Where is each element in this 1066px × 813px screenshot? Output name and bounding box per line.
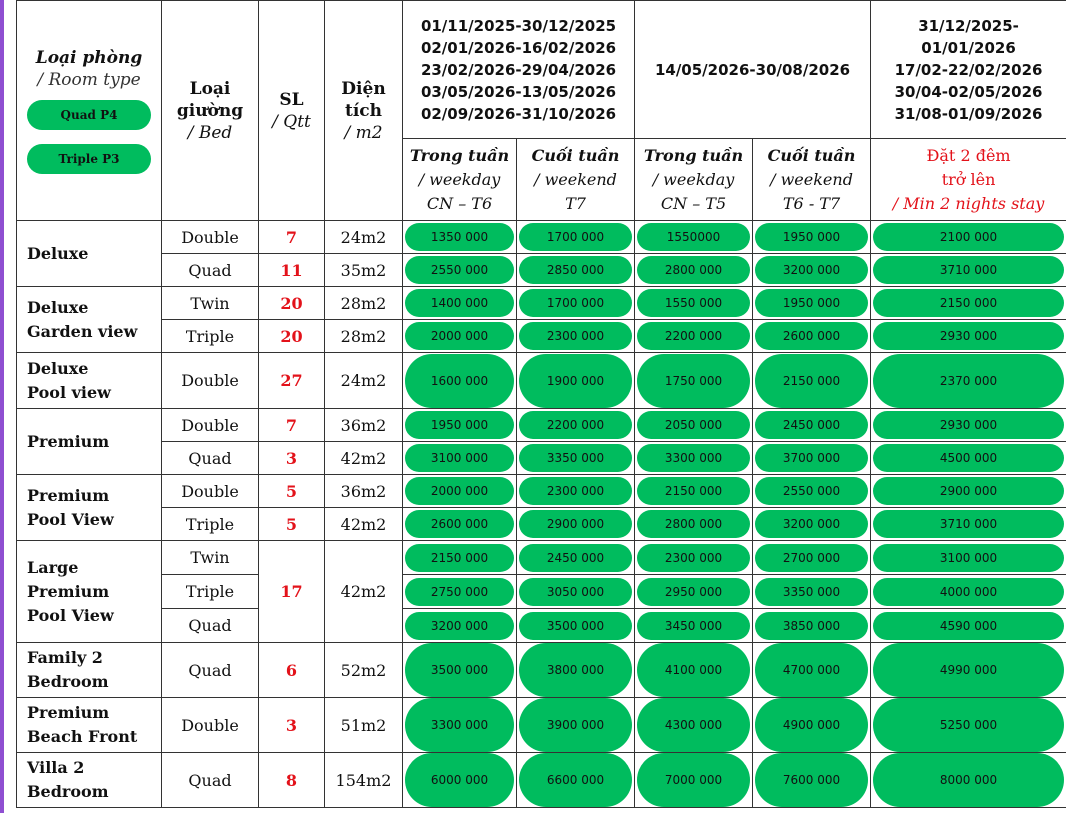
p1-weekday-header: Trong tuần / weekday CN – T6 (403, 139, 517, 221)
price-cell: 1600 000 (403, 353, 517, 409)
table-row (17, 643, 1066, 698)
price-cell: 2000 000 (403, 475, 517, 508)
room-area: 24m2 (325, 353, 403, 409)
room-quantity: 20 (259, 287, 325, 320)
room-area: 52m2 (325, 643, 403, 698)
price-cell: 2950 000 (635, 575, 753, 609)
price-cell: 3500 000 (517, 609, 635, 643)
price-cell: 2300 000 (517, 475, 635, 508)
period-2-header: 14/05/2026-30/08/2026 (635, 1, 871, 139)
table-row (17, 575, 1066, 609)
price-cell: 2900 000 (517, 508, 635, 541)
room-quantity: 3 (259, 698, 325, 753)
room-quantity: 17 (259, 541, 325, 643)
price-cell: 1700 000 (517, 287, 635, 320)
price-cell: 2800 000 (635, 254, 753, 287)
room-quantity: 3 (259, 442, 325, 475)
room-rate-table (16, 0, 1066, 808)
price-cell: 3710 000 (871, 508, 1066, 541)
price-cell: 6000 000 (403, 753, 517, 808)
table-row (17, 541, 1066, 575)
room-name-villa-2-bedroom: Villa 2 Bedroom (17, 753, 162, 808)
area-header: Diện tích / m2 (325, 1, 403, 221)
room-name-large-premium-pool: Large Premium Pool View (17, 541, 162, 643)
room-quantity: 6 (259, 643, 325, 698)
price-cell: 2850 000 (517, 254, 635, 287)
price-cell: 2150 000 (871, 287, 1066, 320)
min-stay-header: Đặt 2 đêm trở lên / Min 2 nights stay (871, 139, 1066, 221)
price-cell: 1950 000 (753, 287, 871, 320)
price-cell: 3050 000 (517, 575, 635, 609)
table-row (17, 698, 1066, 753)
price-cell: 6600 000 (517, 753, 635, 808)
price-cell: 3350 000 (517, 442, 635, 475)
room-name-deluxe: Deluxe (17, 221, 162, 287)
badge-quad-p4: Quad P4 (27, 100, 151, 130)
room-area: 154m2 (325, 753, 403, 808)
price-cell: 3100 000 (403, 442, 517, 475)
quantity-header: SL / Qtt (259, 1, 325, 221)
table-row (17, 609, 1066, 643)
price-cell: 3900 000 (517, 698, 635, 753)
price-cell: 3300 000 (635, 442, 753, 475)
room-area: 24m2 (325, 221, 403, 254)
price-cell: 8000 000 (871, 753, 1066, 808)
p1-weekend-header: Cuối tuần / weekend T7 (517, 139, 635, 221)
price-cell: 1400 000 (403, 287, 517, 320)
price-cell: 1350 000 (403, 221, 517, 254)
room-area: 42m2 (325, 508, 403, 541)
room-quantity: 5 (259, 475, 325, 508)
room-type-label-en: / Room type (37, 70, 141, 90)
price-cell: 5250 000 (871, 698, 1066, 753)
table-row (17, 475, 1066, 508)
bed-type: Double (162, 698, 259, 753)
room-quantity: 5 (259, 508, 325, 541)
price-cell: 4990 000 (871, 643, 1066, 698)
price-cell: 2800 000 (635, 508, 753, 541)
table-row (17, 221, 1066, 254)
table-row (17, 320, 1066, 353)
price-cell: 3700 000 (753, 442, 871, 475)
room-quantity: 11 (259, 254, 325, 287)
price-cell: 3450 000 (635, 609, 753, 643)
price-cell: 2750 000 (403, 575, 517, 609)
period-1-header: 01/11/2025-30/12/2025 02/01/2026-16/02/2026 23/02/2026-29/04/2026 03/05/2026-13/05/2026 02/09/2026-31/10/2026 (403, 1, 635, 139)
price-cell: 3500 000 (403, 643, 517, 698)
price-cell: 2200 000 (635, 320, 753, 353)
bed-type: Double (162, 221, 259, 254)
price-cell: 3200 000 (753, 254, 871, 287)
price-cell: 2150 000 (403, 541, 517, 575)
room-name-deluxe-pool: Deluxe Pool view (17, 353, 162, 409)
price-cell: 2200 000 (517, 409, 635, 442)
price-cell: 4700 000 (753, 643, 871, 698)
price-cell: 1550 000 (635, 287, 753, 320)
price-cell: 2300 000 (635, 541, 753, 575)
bed-type: Double (162, 353, 259, 409)
bed-type: Quad (162, 643, 259, 698)
price-cell: 2100 000 (871, 221, 1066, 254)
price-cell: 2930 000 (871, 409, 1066, 442)
price-cell: 3710 000 (871, 254, 1066, 287)
price-cell: 2300 000 (517, 320, 635, 353)
price-cell: 1900 000 (517, 353, 635, 409)
bed-type: Triple (162, 508, 259, 541)
price-cell: 3300 000 (403, 698, 517, 753)
price-cell: 2150 000 (635, 475, 753, 508)
room-name-premium-beach-front: Premium Beach Front (17, 698, 162, 753)
price-cell: 2900 000 (871, 475, 1066, 508)
p2-weekday-header: Trong tuần / weekday CN – T5 (635, 139, 753, 221)
bed-type: Triple (162, 575, 259, 609)
room-quantity: 7 (259, 221, 325, 254)
table-row (17, 254, 1066, 287)
price-cell: 4500 000 (871, 442, 1066, 475)
price-cell: 2450 000 (753, 409, 871, 442)
price-cell: 4900 000 (753, 698, 871, 753)
room-area: 36m2 (325, 475, 403, 508)
bed-type: Quad (162, 254, 259, 287)
room-name-premium-pool: Premium Pool View (17, 475, 162, 541)
room-area: 35m2 (325, 254, 403, 287)
bed-type: Twin (162, 287, 259, 320)
price-cell: 3200 000 (753, 508, 871, 541)
price-cell: 2370 000 (871, 353, 1066, 409)
price-cell: 7000 000 (635, 753, 753, 808)
room-name-deluxe-garden: Deluxe Garden view (17, 287, 162, 353)
price-cell: 3200 000 (403, 609, 517, 643)
price-cell: 2550 000 (753, 475, 871, 508)
price-cell: 3800 000 (517, 643, 635, 698)
period-3-header: 31/12/2025- 01/01/2026 17/02-22/02/2026 30/04-02/05/2026 31/08-01/09/2026 (871, 1, 1066, 139)
bed-type: Quad (162, 609, 259, 643)
price-cell: 2450 000 (517, 541, 635, 575)
table-row (17, 287, 1066, 320)
price-cell: 2150 000 (753, 353, 871, 409)
price-cell: 2600 000 (403, 508, 517, 541)
room-quantity: 7 (259, 409, 325, 442)
bed-type: Quad (162, 442, 259, 475)
price-cell: 7600 000 (753, 753, 871, 808)
left-accent-bar (0, 0, 4, 813)
bed-type: Double (162, 409, 259, 442)
price-cell: 2700 000 (753, 541, 871, 575)
price-cell: 1550000 (635, 221, 753, 254)
bed-type-header: Loại giường / Bed (162, 1, 259, 221)
room-type-label: Loại phòng (35, 48, 143, 68)
price-cell: 2050 000 (635, 409, 753, 442)
price-cell: 3350 000 (753, 575, 871, 609)
price-cell: 4590 000 (871, 609, 1066, 643)
room-area: 28m2 (325, 320, 403, 353)
room-name-family-2-bedroom: Family 2 Bedroom (17, 643, 162, 698)
table-row (17, 442, 1066, 475)
bed-type: Quad (162, 753, 259, 808)
price-cell: 4300 000 (635, 698, 753, 753)
bed-type: Twin (162, 541, 259, 575)
room-area: 28m2 (325, 287, 403, 320)
room-area: 36m2 (325, 409, 403, 442)
room-name-premium: Premium (17, 409, 162, 475)
price-cell: 2930 000 (871, 320, 1066, 353)
price-cell: 4000 000 (871, 575, 1066, 609)
price-cell: 2000 000 (403, 320, 517, 353)
room-quantity: 8 (259, 753, 325, 808)
bed-type: Triple (162, 320, 259, 353)
room-type-header (17, 1, 162, 221)
price-cell: 4100 000 (635, 643, 753, 698)
price-cell: 2600 000 (753, 320, 871, 353)
price-cell: 3100 000 (871, 541, 1066, 575)
table-row (17, 353, 1066, 409)
table-row (17, 508, 1066, 541)
room-area: 42m2 (325, 442, 403, 475)
room-quantity: 20 (259, 320, 325, 353)
table-row (17, 753, 1066, 808)
room-area: 51m2 (325, 698, 403, 753)
table-row (17, 409, 1066, 442)
price-cell: 3850 000 (753, 609, 871, 643)
room-area: 42m2 (325, 541, 403, 643)
p2-weekend-header: Cuối tuần / weekend T6 - T7 (753, 139, 871, 221)
room-quantity: 27 (259, 353, 325, 409)
badge-triple-p3: Triple P3 (27, 144, 151, 174)
bed-type: Double (162, 475, 259, 508)
price-cell: 2550 000 (403, 254, 517, 287)
price-cell: 1950 000 (403, 409, 517, 442)
price-cell: 1750 000 (635, 353, 753, 409)
price-cell: 1700 000 (517, 221, 635, 254)
price-cell: 1950 000 (753, 221, 871, 254)
